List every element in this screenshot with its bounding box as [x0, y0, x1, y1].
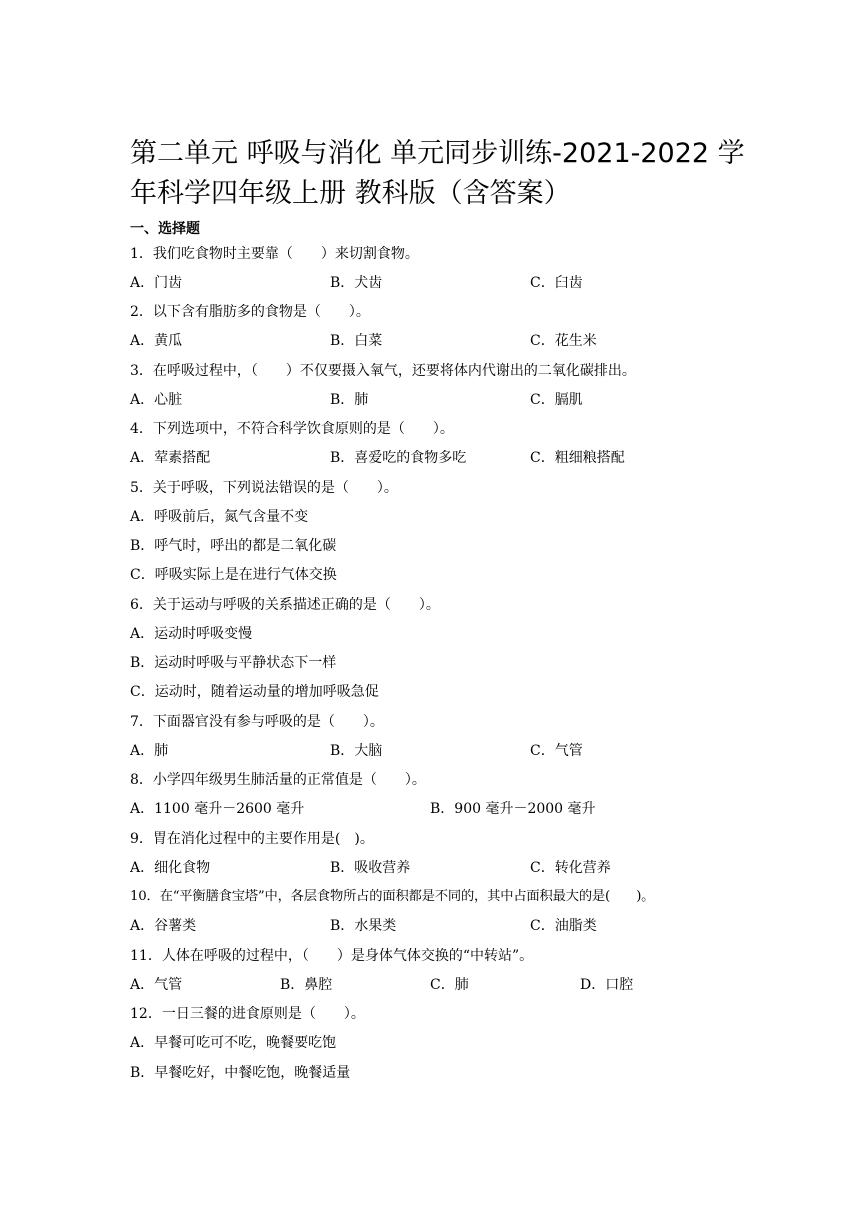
question-12-option-b: B．早餐吃好，中餐吃饱，晚餐适量 — [130, 1065, 351, 1081]
question-4-option-c: C．粗细粮搭配 — [530, 450, 625, 466]
question-7-option-c: C．气管 — [530, 743, 583, 759]
question-2-option-a: A．黄瓜 — [130, 333, 183, 349]
question-6-option-c: C．运动时，随着运动量的增加呼吸急促 — [130, 684, 379, 700]
question-5-option-a: A．呼吸前后，氮气含量不变 — [130, 509, 309, 525]
question-6-option-a: A．运动时呼吸变慢 — [130, 626, 253, 642]
question-11-option-a: A．气管 — [130, 977, 183, 993]
question-8-option-b: B．900 毫升－2000 毫升 — [430, 801, 596, 817]
question-8: 8．小学四年级男生肺活量的正常值是（ ）。 — [130, 772, 426, 788]
question-11-option-c: C．肺 — [430, 977, 469, 993]
question-5-option-c: C．呼吸实际上是在进行气体交换 — [130, 567, 337, 583]
question-10-option-c: C．油脂类 — [530, 918, 597, 934]
question-4-option-b: B．喜爱吃的食物多吃 — [330, 450, 467, 466]
question-9-option-c: C．转化营养 — [530, 860, 611, 876]
question-2-option-c: C．花生米 — [530, 333, 597, 349]
question-8-option-a: A．1100 毫升－2600 毫升 — [130, 801, 305, 817]
question-7-option-b: B．大脑 — [330, 743, 383, 759]
question-3-option-c: C．膈肌 — [530, 392, 583, 408]
question-9: 9．胃在消化过程中的主要作用是( )。 — [130, 831, 374, 847]
question-1-option-c: C．臼齿 — [530, 275, 583, 291]
question-2-option-b: B．白菜 — [330, 333, 383, 349]
question-6: 6．关于运动与呼吸的关系描述正确的是（ ）。 — [130, 597, 440, 613]
question-9-option-b: B．吸收营养 — [330, 860, 411, 876]
question-10-option-b: B．水果类 — [330, 918, 397, 934]
document-title: 第二单元 呼吸与消化 单元同步训练-2021-2022 学年科学四年级上册 教科版（含答案） — [130, 138, 745, 209]
question-5-option-b: B．呼气时，呼出的都是二氧化碳 — [130, 538, 337, 554]
question-3: 3．在呼吸过程中，（ ）不仅要摄入氧气，还要将体内代谢出的二氧化碳排出。 — [130, 363, 636, 379]
question-7-option-a: A．肺 — [130, 743, 169, 759]
question-1-option-b: B．犬齿 — [330, 275, 383, 291]
question-1-option-a: A．门齿 — [130, 275, 183, 291]
question-3-option-a: A．心脏 — [130, 392, 183, 408]
question-1: 1．我们吃食物时主要靠（ ）来切割食物。 — [130, 246, 419, 262]
question-12: 12．一日三餐的进食原则是（ ）。 — [130, 1006, 365, 1022]
question-7: 7．下面器官没有参与呼吸的是（ ）。 — [130, 714, 384, 730]
question-9-option-a: A．细化食物 — [130, 860, 211, 876]
question-4: 4．下列选项中，不符合科学饮食原则的是（ ）。 — [130, 421, 454, 437]
question-11-option-d: D．口腔 — [580, 977, 634, 993]
question-2: 2．以下含有脂肪多的食物是（ ）。 — [130, 304, 370, 320]
question-12-option-a: A．早餐可吃可不吃，晚餐要吃饱 — [130, 1035, 337, 1051]
section-heading: 一、选择题 — [130, 221, 200, 237]
question-11-option-b: B．鼻腔 — [280, 977, 333, 993]
question-10-option-a: A．谷薯类 — [130, 918, 197, 934]
question-4-option-a: A．荤素搭配 — [130, 450, 211, 466]
question-6-option-b: B．运动时呼吸与平静状态下一样 — [130, 655, 337, 671]
question-11: 11．人体在呼吸的过程中，（ ）是身体气体交换的“中转站”。 — [130, 948, 534, 964]
question-10: 10．在“平衡膳食宝塔”中，各层食物所占的面积都是不同的，其中占面积最大的是( )。 — [130, 889, 655, 904]
question-5: 5．关于呼吸，下列说法错误的是（ ）。 — [130, 480, 398, 496]
question-3-option-b: B．肺 — [330, 392, 369, 408]
